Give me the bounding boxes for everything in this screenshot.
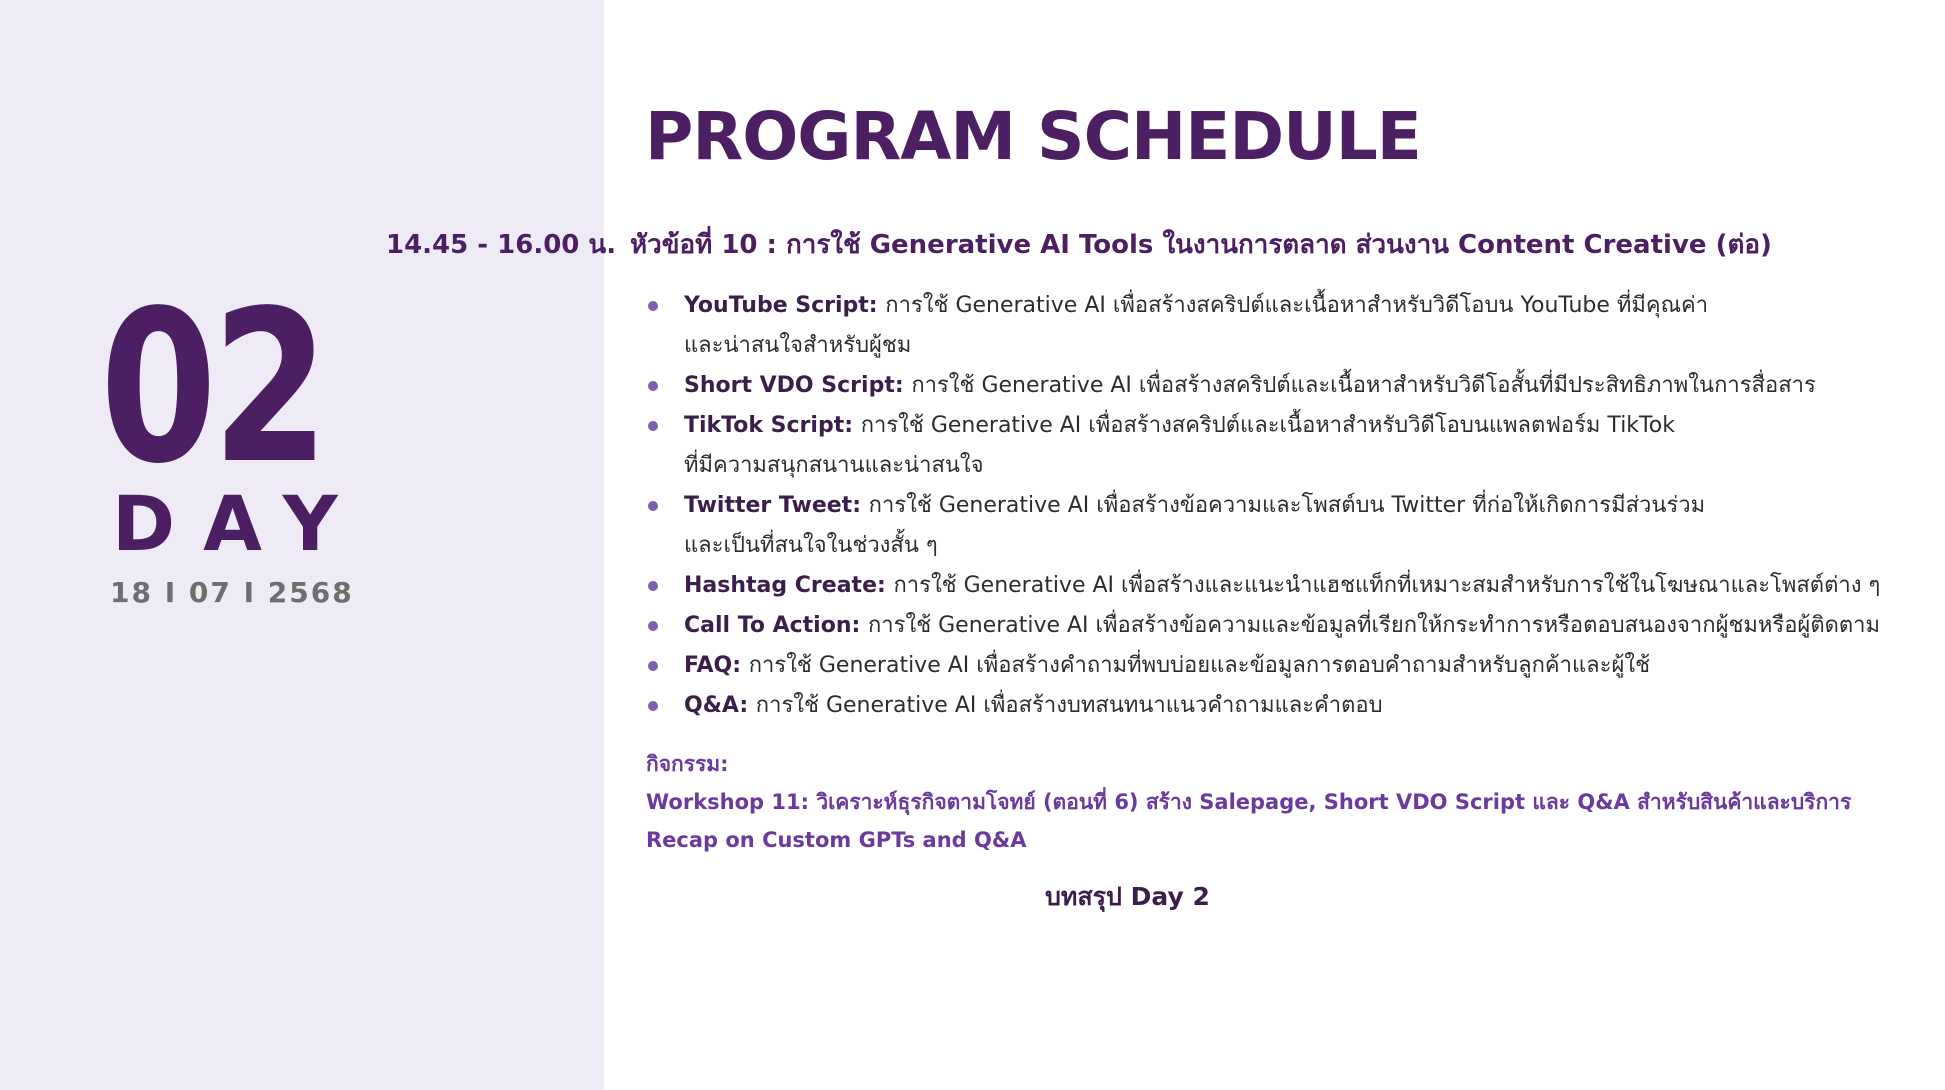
activity-label: กิจกรรม: <box>646 752 729 776</box>
bullet-icon <box>648 701 658 711</box>
list-item <box>648 366 1908 406</box>
day-date: 18 I 07 I 2568 <box>110 576 354 609</box>
item-desc-cont: และเป็นที่สนใจในช่วงสั้น ๆ <box>684 533 938 558</box>
item-head: Twitter Tweet: <box>684 493 861 518</box>
list-item <box>648 406 1908 486</box>
item-head: Call To Action: <box>684 613 861 638</box>
bullet-icon <box>648 661 658 671</box>
item-head: Hashtag Create: <box>684 573 886 598</box>
item-desc-cont: ที่มีความสนุกสนานและน่าสนใจ <box>684 453 984 478</box>
item-head: FAQ: <box>684 653 742 678</box>
list-item <box>648 646 1908 686</box>
item-head: Q&A: <box>684 693 749 718</box>
day-label: DAY <box>112 479 366 568</box>
activity-block <box>646 745 1851 859</box>
day-summary: บทสรุป Day 2 <box>1045 882 1210 911</box>
item-desc: การใช้ Generative AI เพื่อสร้างและแนะนำแฮชแท็กที่เหมาะสมสำหรับการใช้ในโฆษณาและโพสต์ต่าง ๆ <box>893 573 1881 598</box>
bullet-icon <box>648 381 658 391</box>
bullet-icon <box>648 501 658 511</box>
item-desc: การใช้ Generative AI เพื่อสร้างบทสนทนาแนวคำถามและคำตอบ <box>755 693 1383 718</box>
item-desc: การใช้ Generative AI เพื่อสร้างสคริปต์และเนื้อหาสำหรับวิดีโอบน YouTube ที่มีคุณค่า <box>885 293 1709 318</box>
page-title: PROGRAM SCHEDULE <box>645 98 1421 175</box>
item-head: Short VDO Script: <box>684 373 904 398</box>
day-number: 02 <box>100 265 325 510</box>
bullet-icon <box>648 621 658 631</box>
item-desc: การใช้ Generative AI เพื่อสร้างสคริปต์และเนื้อหาสำหรับวิดีโอสั้นที่มีประสิทธิภาพในการสื่อสาร <box>911 373 1816 398</box>
activity-recap: Recap on Custom GPTs and Q&A <box>646 828 1027 852</box>
day-block <box>100 265 366 609</box>
list-item <box>648 566 1908 606</box>
session-topic: หัวข้อที่ 10 : การใช้ Generative AI Tools ในงานการตลาด ส่วนงาน Content Creative (ต่อ) <box>630 230 1772 260</box>
list-item <box>648 486 1908 566</box>
session-time: 14.45 - 16.00 น. <box>386 230 617 260</box>
item-desc: การใช้ Generative AI เพื่อสร้างข้อความและข้อมูลที่เรียกให้กระทำการหรือตอบสนองจากผู้ชมหรือผู้ติดตาม <box>867 613 1881 638</box>
topic-list <box>648 286 1908 726</box>
bullet-icon <box>648 301 658 311</box>
item-desc: การใช้ Generative AI เพื่อสร้างสคริปต์และเนื้อหาสำหรับวิดีโอบนแพลตฟอร์ม TikTok <box>860 413 1675 438</box>
activity-workshop: Workshop 11: วิเคราะห์ธุรกิจตามโจทย์ (ตอนที่ 6) สร้าง Salepage, Short VDO Script และ Q&A สำหรับสินค้าและบริการ <box>646 790 1852 814</box>
bullet-icon <box>648 421 658 431</box>
item-desc-cont: และน่าสนใจสำหรับผู้ชม <box>684 333 912 358</box>
list-item <box>648 686 1908 726</box>
list-item <box>648 606 1908 646</box>
list-item <box>648 286 1908 366</box>
bullet-icon <box>648 581 658 591</box>
item-desc: การใช้ Generative AI เพื่อสร้างคำถามที่พบบ่อยและข้อมูลการตอบคำถามสำหรับลูกค้าและผู้ใช้ <box>748 653 1651 678</box>
item-head: YouTube Script: <box>684 293 878 318</box>
item-desc: การใช้ Generative AI เพื่อสร้างข้อความและโพสต์บน Twitter ที่ก่อให้เกิดการมีส่วนร่วม <box>868 493 1706 518</box>
item-head: TikTok Script: <box>684 413 854 438</box>
